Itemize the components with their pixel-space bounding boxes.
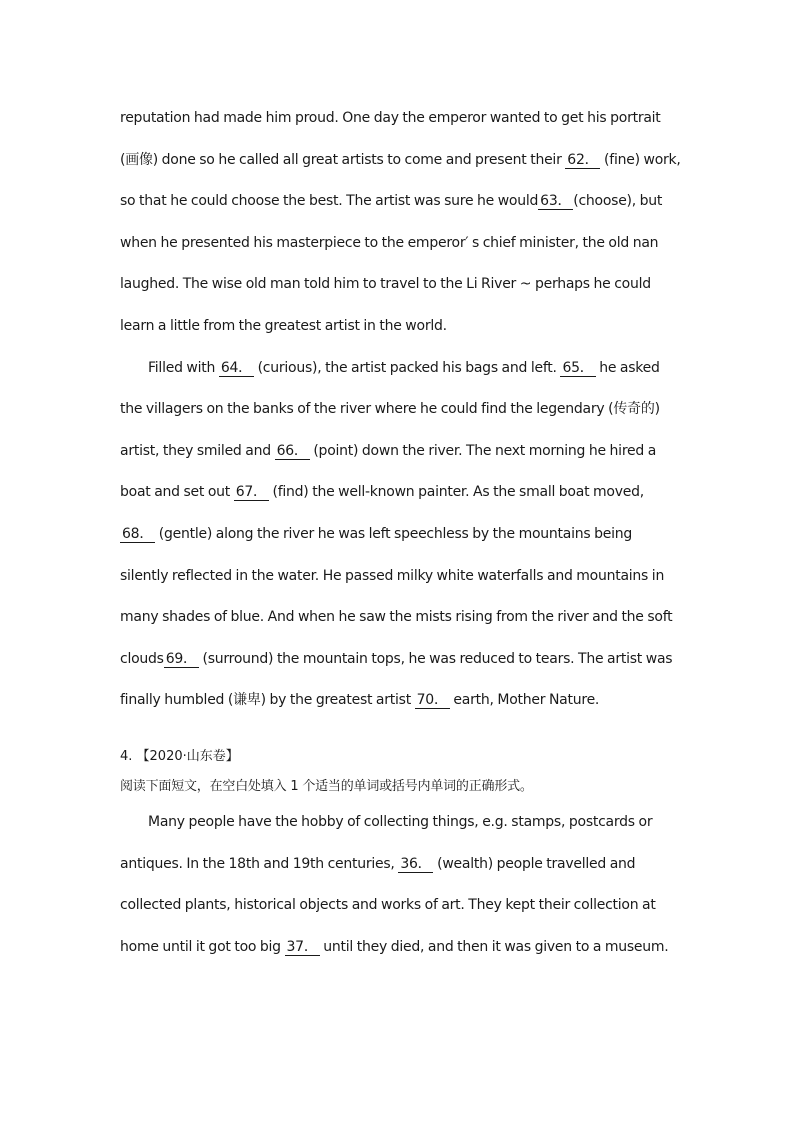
blank-70: 70．: [416, 692, 448, 709]
text: boat and set out: [120, 484, 234, 501]
text: collected plants, historical objects and works of art. They kept their collection at: [120, 897, 656, 914]
text: until they died, and then it was given to a museum.: [319, 938, 669, 955]
text: Many people have the hobby of collecting things, e.g. stamps, postcards or: [148, 813, 653, 830]
blank-63: 63．: [540, 193, 572, 210]
text-line: [120, 514, 680, 556]
section-title: 4. 【2020·山东卷】: [120, 748, 239, 764]
instruction-line: [120, 772, 680, 802]
text: (画像) done so he called all great artists to come and present their: [120, 151, 566, 168]
text-line: [120, 639, 680, 681]
text: he asked: [595, 359, 660, 376]
blank-36: 36．: [400, 855, 432, 872]
text-line: [120, 885, 680, 927]
text: (gentle) along the river he was left speechless by the mountains being: [155, 525, 633, 542]
text: (curious), the artist packed his bags and left.: [253, 359, 561, 376]
blank-66: 66．: [276, 442, 308, 459]
text-line: [120, 927, 680, 969]
text-line: [120, 597, 680, 639]
text: (fine) work,: [600, 151, 681, 168]
text: home until it got too big: [120, 938, 285, 955]
text-line: [120, 264, 680, 306]
text: artist, they smiled and: [120, 442, 275, 459]
text-line: [120, 844, 680, 886]
text-line: [120, 348, 680, 390]
text-line: [120, 431, 680, 473]
text-line: [120, 306, 680, 348]
section-heading: [120, 742, 680, 772]
blank-69: 69．: [165, 650, 197, 667]
text: earth, Mother Nature.: [449, 692, 600, 709]
text: silently reflected in the water. He passed milky white waterfalls and mountains in: [120, 567, 665, 584]
text: learn a little from the greatest artist in the world.: [120, 317, 447, 334]
text-line: [120, 98, 680, 140]
spacer: [120, 722, 680, 742]
text: (wealth) people travelled and: [433, 855, 636, 872]
instruction-text: 阅读下面短文，在空白处填入 1 个适当的单词或括号内单词的正确形式。: [120, 778, 533, 794]
text: antiques. In the 18th and 19th centuries,: [120, 855, 399, 872]
text-line: [120, 556, 680, 598]
blank-65: 65．: [562, 359, 594, 376]
text: many shades of blue. And when he saw the mists rising from the river and the soft: [120, 609, 673, 626]
text-line: [120, 802, 680, 844]
text: clouds: [120, 650, 164, 667]
text-line: [120, 140, 680, 182]
blank-67: 67．: [235, 484, 267, 501]
blank-62: 62．: [567, 151, 599, 168]
text: the villagers on the banks of the river where he could find the legendary (传奇的): [120, 401, 660, 418]
text-line: [120, 223, 680, 265]
blank-68: 68．: [122, 525, 154, 542]
blank-37: 37．: [286, 938, 318, 955]
text: (surround) the mountain tops, he was reduced to tears. The artist was: [198, 650, 673, 667]
text-line: [120, 389, 680, 431]
text: finally humbled (谦卑) by the greatest artist: [120, 692, 415, 709]
text: reputation had made him proud. One day the emperor wanted to get his portrait: [120, 110, 661, 126]
text-line: [120, 472, 680, 514]
text-line: [120, 680, 680, 722]
text: laughed. The wise old man told him to travel to the Li River ~ perhaps he could: [120, 276, 651, 293]
text: Filled with: [148, 359, 219, 376]
text: so that he could choose the best. The artist was sure he would: [120, 193, 539, 210]
text: when he presented his masterpiece to the emperor′ s chief minister, the old nan: [120, 234, 659, 251]
document-page: [120, 98, 680, 968]
blank-64: 64．: [220, 359, 252, 376]
text: (choose), but: [573, 193, 663, 210]
text-line: [120, 181, 680, 223]
text: (find) the well-known painter. As the small boat moved,: [268, 484, 644, 501]
text: (point) down the river. The next morning he hired a: [309, 442, 657, 459]
